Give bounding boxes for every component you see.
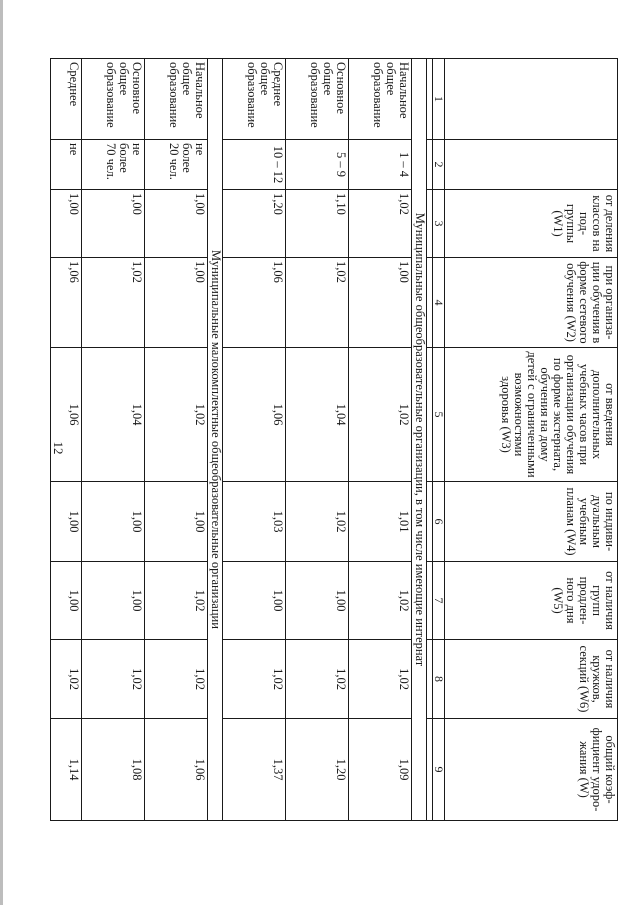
column-number: 7	[433, 562, 445, 640]
value-cell: 1,00	[349, 258, 412, 348]
value-cell: 1,06	[145, 719, 208, 821]
section-header-row	[208, 59, 223, 821]
column-number: 8	[433, 640, 445, 719]
value-cell: 1,00	[51, 190, 82, 258]
column-number: 2	[433, 140, 445, 190]
level-cell: Основное общее образование	[286, 59, 349, 140]
value-cell: 1,06	[51, 258, 82, 348]
column-number: 4	[433, 258, 445, 348]
column-number: 5	[433, 348, 445, 482]
table-row	[145, 59, 208, 821]
value-cell: 1,00	[82, 482, 145, 562]
value-cell: 1,02	[51, 640, 82, 719]
value-cell: 1,02	[286, 482, 349, 562]
column-number: 1	[433, 59, 445, 140]
table-row	[223, 59, 286, 821]
header-cell: при организа-ции обучения в форме сетевого обучения (W2)	[445, 258, 618, 348]
size-cell: 10 – 12	[223, 140, 286, 190]
section-header-row	[412, 59, 427, 821]
size-cell: 5 – 9	[286, 140, 349, 190]
value-cell: 1,02	[145, 348, 208, 482]
header-cell: от деления классов на под-группы (W1)	[445, 190, 618, 258]
table-row	[349, 59, 412, 821]
value-cell: 1,37	[223, 719, 286, 821]
header-cell	[445, 59, 618, 140]
value-cell: 1,14	[51, 719, 82, 821]
value-cell: 1,00	[223, 562, 286, 640]
table-row	[286, 59, 349, 821]
value-cell: 1,00	[51, 562, 82, 640]
value-cell: 1,10	[286, 190, 349, 258]
level-cell: Начальное общее образование	[145, 59, 208, 140]
level-cell: Начальное общее образование	[349, 59, 412, 140]
level-cell: Среднее общее образование	[223, 59, 286, 140]
scan-edge	[0, 0, 3, 905]
section-title: Муниципальные общеобразовательные организации, в том числе имеющие интернат	[412, 59, 427, 821]
header-cell	[445, 140, 618, 190]
column-number: 3	[433, 190, 445, 258]
header-cell: от введения дополнительных учебных часов при организации обучения по форме экстерната, обучения на дому детей с ограниченными возможностями здоровья (W3)	[445, 348, 618, 482]
value-cell: 1,09	[349, 719, 412, 821]
value-cell: 1,02	[349, 640, 412, 719]
table-row	[82, 59, 145, 821]
value-cell: 1,02	[286, 258, 349, 348]
value-cell: 1,00	[82, 190, 145, 258]
size-cell: не более 20 чел.	[145, 140, 208, 190]
value-cell: 1,00	[145, 258, 208, 348]
value-cell: 1,06	[223, 258, 286, 348]
value-cell: 1,02	[145, 640, 208, 719]
value-cell: 1,00	[145, 482, 208, 562]
rotated-table-container	[67, 58, 618, 820]
value-cell: 1,04	[82, 348, 145, 482]
size-cell: не	[51, 140, 82, 190]
value-cell: 1,02	[286, 640, 349, 719]
spacer-row	[427, 59, 433, 821]
value-cell: 1,02	[82, 640, 145, 719]
header-cell: общий коэф-фициент удоро-жания (W)	[445, 719, 618, 821]
header-row	[445, 59, 618, 821]
column-number: 9	[433, 719, 445, 821]
column-number: 6	[433, 482, 445, 562]
size-cell: не более 70 чел.	[82, 140, 145, 190]
value-cell: 1,00	[51, 482, 82, 562]
header-cell: от наличия групп продлен-ного дня (W5)	[445, 562, 618, 640]
section-title: Муниципальные малокомплектные общеобразовательные организации	[208, 59, 223, 821]
value-cell: 1,02	[82, 258, 145, 348]
value-cell: 1,02	[349, 190, 412, 258]
value-cell: 1,06	[51, 348, 82, 482]
value-cell: 1,00	[286, 562, 349, 640]
table-row	[51, 59, 82, 821]
value-cell: 1,04	[286, 348, 349, 482]
header-cell: по индиви-дуальным учебным планам (W4)	[445, 482, 618, 562]
value-cell: 1,06	[223, 348, 286, 482]
value-cell: 1,00	[145, 190, 208, 258]
column-number-row	[433, 59, 445, 821]
page-number: 12	[51, 441, 66, 455]
coefficients-table	[50, 58, 618, 821]
value-cell: 1,02	[145, 562, 208, 640]
level-cell: Среднее	[51, 59, 82, 140]
size-cell: 1 – 4	[349, 140, 412, 190]
value-cell: 1,01	[349, 482, 412, 562]
value-cell: 1,03	[223, 482, 286, 562]
value-cell: 1,02	[349, 562, 412, 640]
value-cell: 1,20	[286, 719, 349, 821]
value-cell: 1,20	[223, 190, 286, 258]
value-cell: 1,00	[82, 562, 145, 640]
value-cell: 1,02	[349, 348, 412, 482]
level-cell: Основное общее образование	[82, 59, 145, 140]
header-cell: от наличия кружков, секций (W6)	[445, 640, 618, 719]
value-cell: 1,02	[223, 640, 286, 719]
value-cell: 1,08	[82, 719, 145, 821]
